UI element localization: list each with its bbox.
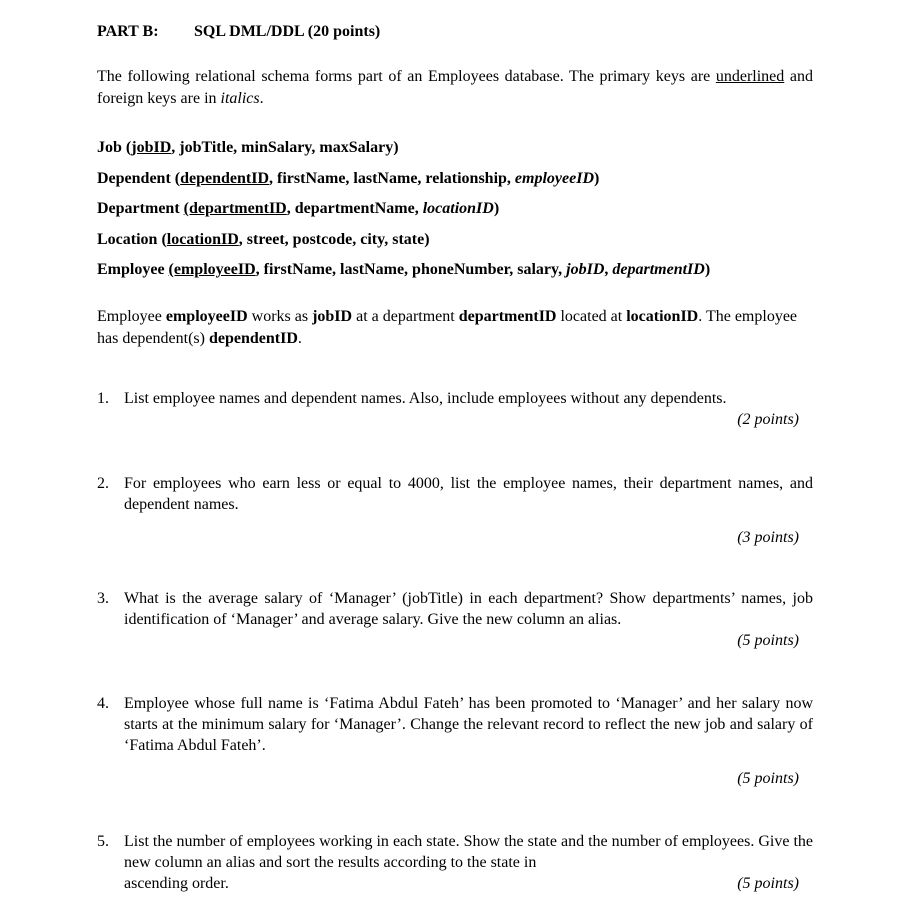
desc-bold: dependentID (208, 330, 298, 347)
desc-text: located at (556, 308, 627, 325)
foreign-key-department: departmentID (612, 261, 705, 278)
question-text: For employees who earn less or equal to 4000, list the employee names, their department names, and dependent names. (124, 475, 813, 513)
intro-text-1: The following relational schema forms part of an Employees database. The primary keys are (97, 68, 716, 85)
relation-name: Department (97, 200, 184, 217)
primary-key: dependentID (180, 169, 270, 187)
schema-dependent (97, 169, 813, 189)
question-number: 4. (97, 695, 109, 712)
foreign-key: locationID (422, 200, 494, 217)
relation-name: Employee (97, 261, 169, 278)
desc-text: at a department (352, 308, 459, 325)
primary-key: (employeeID (168, 261, 256, 278)
question-2 (97, 473, 813, 548)
question-number: 1. (97, 390, 109, 407)
intro-text-3: . (259, 90, 264, 107)
question-number: 5. (97, 833, 109, 850)
desc-bold: jobID (312, 308, 353, 325)
attributes: , jobTitle, minSalary, maxSalary) (171, 139, 399, 156)
desc-text: . The employee has dependent(s) (97, 308, 798, 347)
close-paren: ) (493, 200, 500, 217)
primary-key: locationID (166, 230, 239, 248)
schema-employee (97, 260, 813, 280)
primary-key: jobID (131, 139, 172, 156)
intro-underlined-word: underlined (715, 68, 785, 85)
section-heading (97, 22, 813, 42)
desc-text: . (297, 330, 302, 347)
question-text-last-line: ascending order. (124, 875, 229, 892)
question-1 (97, 388, 813, 430)
desc-text: works as (247, 308, 313, 325)
question-5 (97, 831, 813, 894)
question-4 (97, 693, 813, 789)
intro-paragraph (97, 66, 813, 110)
question-text: List the number of employees working in each state. Show the state and the number of employees. Give the new column an alias and sort the results according to the state in (124, 833, 813, 871)
question-points: (3 points) (737, 529, 799, 546)
question-3 (97, 588, 813, 651)
schema-job (97, 138, 813, 158)
question-text: What is the average salary of ‘Manager’ (jobTitle) in each department? Show departments’ names, job identification of ‘Manager’ and average salary. Give the new column an alias. (124, 590, 813, 628)
question-text: Employee whose full name is ‘Fatima Abdul Fateh’ has been promoted to ‘Manager’ and her salary now starts at the minimum salary for ‘Manager’. Change the relevant record to reflect the new job and salary of ‘Fatima Abdul Fateh’. (124, 695, 813, 754)
attributes: , firstName, lastName, phoneNumber, salary, (255, 261, 567, 278)
desc-text: Employee (97, 308, 166, 325)
intro-italics-word: italics (220, 90, 260, 107)
exam-page (97, 22, 813, 894)
foreign-key: employeeID (514, 169, 594, 187)
question-points: (2 points) (737, 411, 799, 428)
relation-name: Dependent ( (97, 169, 181, 187)
desc-bold: employeeID (165, 308, 248, 325)
question-number: 2. (97, 475, 109, 492)
schema-department (97, 199, 813, 219)
question-list (97, 388, 813, 894)
relational-schema (97, 138, 813, 280)
question-text: List employee names and dependent names. Also, include employees without any dependents. (124, 390, 727, 407)
close-paren: ) (704, 261, 711, 278)
attributes: , street, postcode, city, state) (238, 230, 430, 248)
foreign-key-job: jobID (566, 261, 605, 278)
schema-location (97, 230, 813, 250)
primary-key: (departmentID (183, 200, 287, 217)
question-number: 3. (97, 590, 109, 607)
schema-description (97, 306, 813, 350)
close-paren: ) (594, 169, 600, 187)
question-points: (5 points) (737, 632, 799, 649)
separator: , (604, 261, 613, 278)
question-points: (5 points) (737, 770, 799, 787)
desc-bold: departmentID (458, 308, 557, 325)
desc-bold: locationID (626, 308, 699, 325)
question-points: (5 points) (737, 875, 799, 892)
attributes: , departmentName, (286, 200, 423, 217)
intro-text-2: and foreign keys are in (97, 68, 813, 107)
part-label: PART B: (97, 23, 159, 40)
section-title: SQL DML/DDL (20 points) (194, 23, 381, 40)
relation-name: Location ( (97, 230, 167, 248)
attributes: , firstName, lastName, relationship, (269, 169, 515, 187)
relation-name: Job ( (97, 139, 132, 156)
